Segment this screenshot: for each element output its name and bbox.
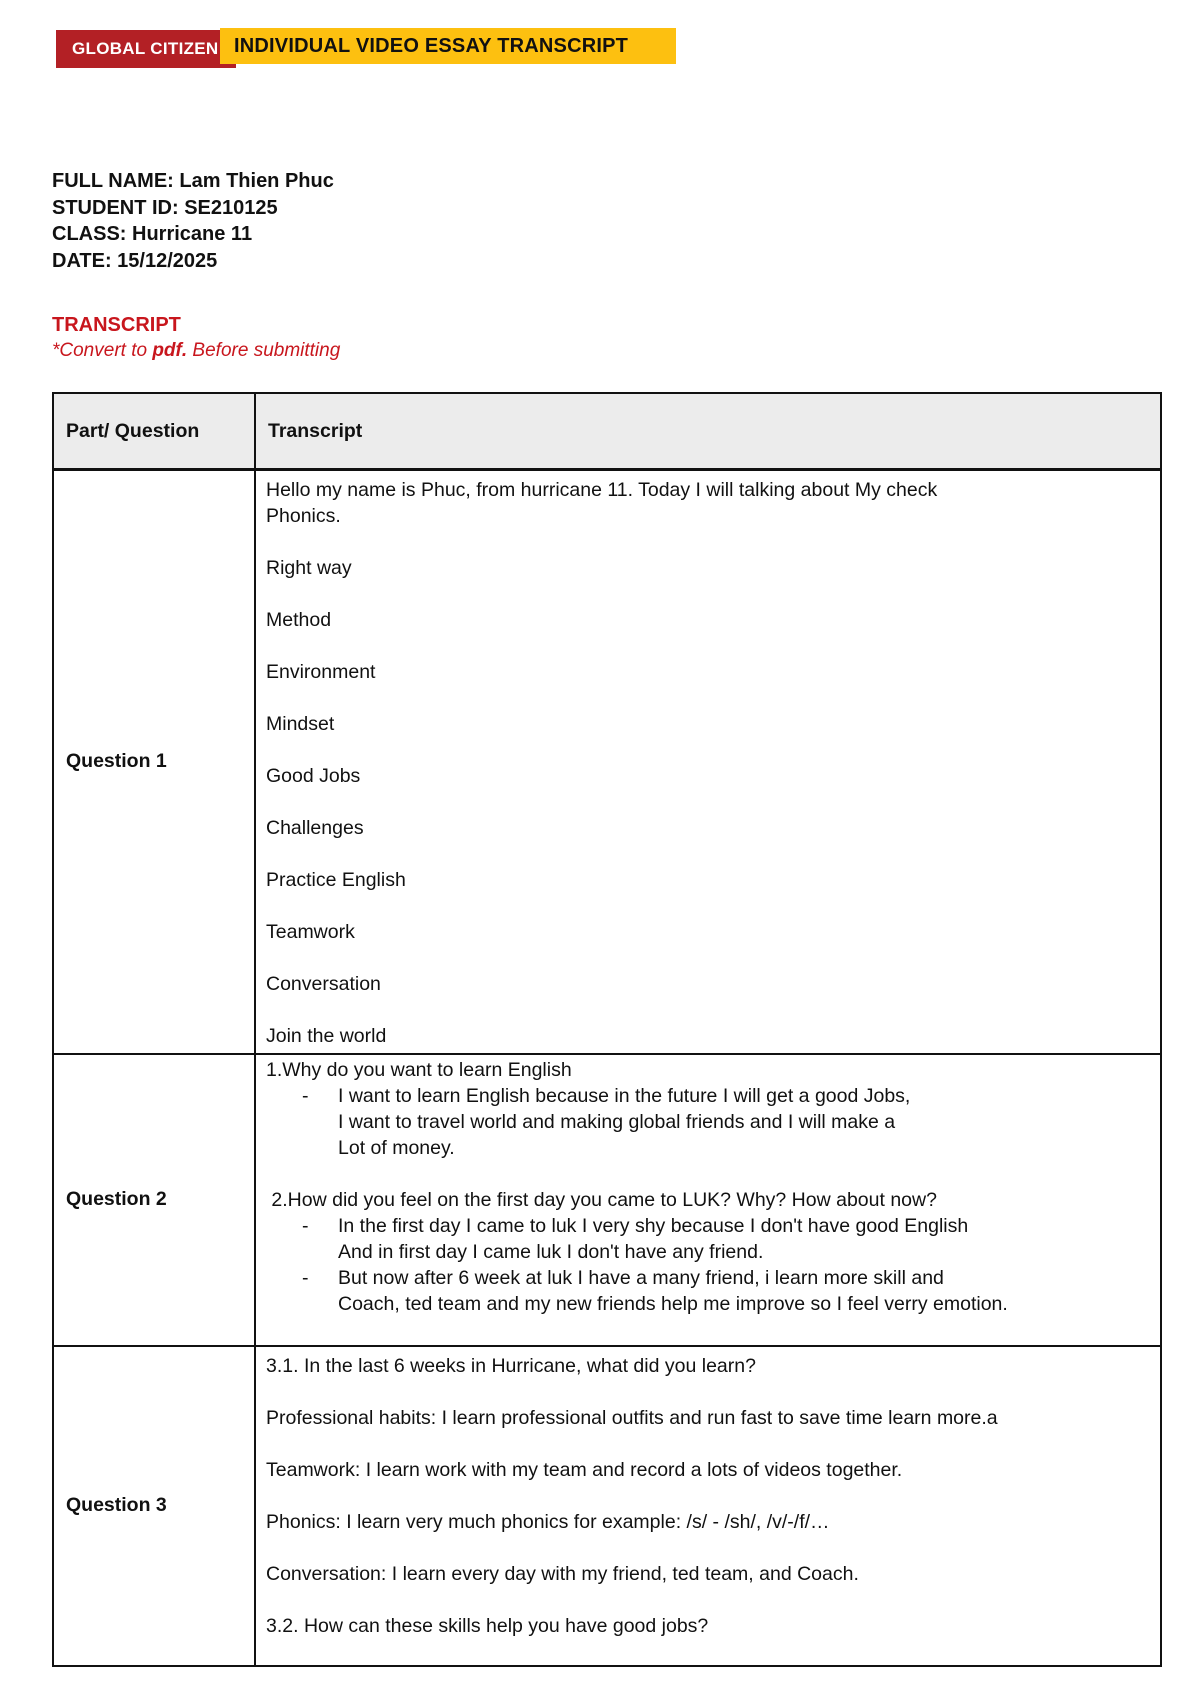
header-transcript: Transcript <box>255 393 1161 470</box>
q1-item: Environment <box>266 661 376 683</box>
dash-bullet: - <box>302 1084 309 1107</box>
q2-answer-line <box>266 1265 1150 1291</box>
q1-intro-2: Phonics. <box>266 505 341 527</box>
q2-answer-text: But now after 6 week at luk I have a many friend, i learn more skill and <box>338 1266 944 1289</box>
q3-line: Conversation: I learn every day with my friend, ted team, and Coach. <box>266 1562 859 1585</box>
date: DATE: 15/12/2025 <box>52 249 218 272</box>
q2-answer-text: In the first day I came to luk I very shy because I don't have good English <box>338 1214 969 1237</box>
q1-item: Conversation <box>266 973 381 995</box>
global-citizen-label: GLOBAL CITIZEN <box>56 30 236 68</box>
q1-item: Good Jobs <box>266 765 361 787</box>
q1-intro: Hello my name is Phuc, from hurricane 11. Today I will talking about My check <box>266 479 938 501</box>
header-banner <box>56 28 676 68</box>
student-info <box>52 168 334 274</box>
note-suffix: Before submitting <box>187 340 341 361</box>
class: CLASS: Hurricane 11 <box>52 223 253 245</box>
header-part-question: Part/ Question <box>53 393 255 470</box>
q3-line: Phonics: I learn very much phonics for example: /s/ - /sh/, /v/-/f/… <box>266 1510 830 1533</box>
question-2-transcript <box>255 1054 1161 1346</box>
q2-answer-text: I want to learn English because in the future I will get a good Jobs, <box>338 1084 911 1107</box>
question-1-label: Question 1 <box>53 470 255 1054</box>
q2-answer-line <box>266 1083 1150 1109</box>
question-3-transcript <box>255 1346 1161 1666</box>
q1-item: Method <box>266 609 332 631</box>
note-prefix: *Convert to <box>52 340 153 361</box>
q2-question-b: 2.How did you feel on the first day you came to LUK? Why? How about now? <box>266 1188 937 1211</box>
q2-question-a: 1.Why do you want to learn English <box>266 1058 572 1081</box>
table-row <box>53 1054 1161 1346</box>
q1-item: Practice English <box>266 869 406 891</box>
table-row <box>53 470 1161 1054</box>
question-1-transcript <box>255 470 1161 1054</box>
q1-item: Join the world <box>266 1025 387 1047</box>
note-bold: pdf. <box>152 340 188 361</box>
dash-bullet: - <box>302 1214 309 1237</box>
document-title: INDIVIDUAL VIDEO ESSAY TRANSCRIPT <box>220 28 676 64</box>
q3-line: Professional habits: I learn professional outfits and run fast to save time learn more.a <box>266 1406 998 1429</box>
question-3-label: Question 3 <box>53 1346 255 1666</box>
q3-line: 3.1. In the last 6 weeks in Hurricane, what did you learn? <box>266 1354 756 1377</box>
question-2-label: Question 2 <box>53 1054 255 1346</box>
q1-item: Challenges <box>266 817 364 839</box>
q2-answer-line: Coach, ted team and my new friends help me improve so I feel verry emotion. <box>338 1292 1008 1315</box>
table-header-row <box>53 393 1161 470</box>
q2-answer-line: And in first day I came luk I don't have any friend. <box>338 1240 764 1263</box>
full-name: FULL NAME: Lam Thien Phuc <box>52 170 334 192</box>
transcript-table <box>52 392 1162 1667</box>
q2-answer-line <box>266 1213 1150 1239</box>
student-id: STUDENT ID: SE210125 <box>52 196 278 219</box>
q2-answer-line: Lot of money. <box>338 1136 455 1159</box>
q1-item: Teamwork <box>266 921 355 943</box>
q1-item: Mindset <box>266 713 335 735</box>
q2-answer-line: I want to travel world and making global friends and I will make a <box>338 1110 896 1133</box>
q3-line: Teamwork: I learn work with my team and record a lots of videos together. <box>266 1458 903 1481</box>
q3-line: 3.2. How can these skills help you have good jobs? <box>266 1614 709 1637</box>
table-row <box>53 1346 1161 1666</box>
submit-note <box>52 340 340 362</box>
q1-item: Right way <box>266 557 352 579</box>
transcript-heading: TRANSCRIPT <box>52 314 181 336</box>
dash-bullet: - <box>302 1266 309 1289</box>
